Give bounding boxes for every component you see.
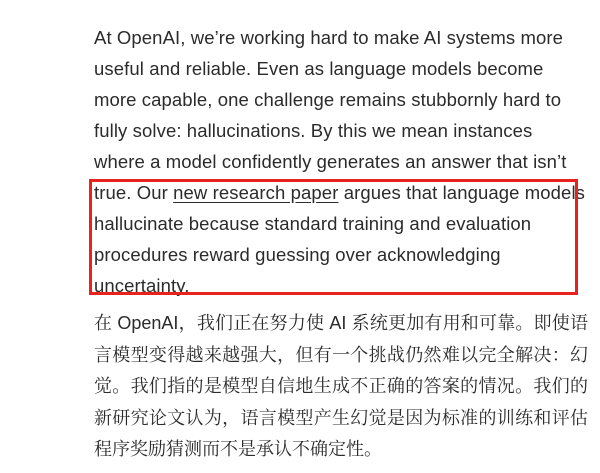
paragraph-text-before-link: At OpenAI, we’re working hard to make AI systems more useful and reliable. Even as language models become more capable, one challenge remains stubbornly hard to fully solve: hallucinations. By this we mean instances where a model confidently generates an answer that isn’t true. Our <box>94 27 567 203</box>
research-paper-link[interactable]: new research paper <box>173 182 339 203</box>
chinese-translation-paragraph: 在 OpenAI，我们正在努力使 AI 系统更加有用和可靠。即使语言模型变得越来越强大，但有一个挑战仍然难以完全解决：幻觉。我们指的是模型自信地生成不正确的答案的情况。我们的新研究论文认为，语言模型产生幻觉是因为标准的训练和评估程序奖励猜测而不是承认不确定性。 <box>94 313 588 459</box>
english-paragraph-block <box>94 22 586 301</box>
paragraph-text-after-link: argues that language models hallucinate because standard training and evaluation procedures reward guessing over acknowledging uncertainty. <box>94 182 586 296</box>
english-paragraph <box>94 22 586 301</box>
